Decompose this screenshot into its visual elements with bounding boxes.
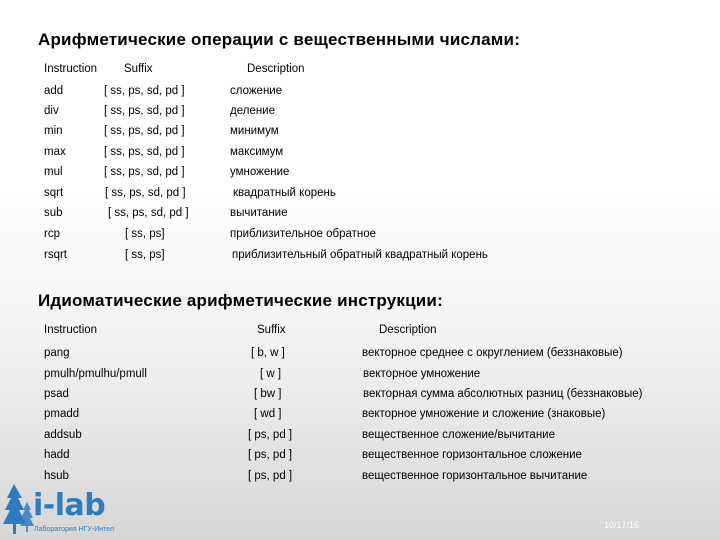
section1-header-suffix: Suffix (124, 63, 153, 75)
instruction-cell: rcp (44, 228, 60, 240)
instruction-cell: max (44, 146, 66, 158)
description-cell: максимум (230, 146, 284, 158)
description-cell: приблизительный обратный квадратный корень (232, 249, 488, 261)
instruction-cell: add (44, 85, 64, 97)
instruction-cell: pmulh/pmulhu/pmull (44, 368, 147, 380)
description-cell: вычитание (230, 207, 288, 219)
logo-subtitle: Лаборатория НГУ-Интел (34, 526, 114, 533)
suffix-cell: [ w ] (260, 368, 282, 380)
instruction-cell: min (44, 125, 63, 137)
instruction-cell: psad (44, 388, 69, 400)
suffix-cell: [ ps, pd ] (248, 470, 293, 482)
suffix-cell: [ ss, ps, sd, pd ] (104, 85, 185, 97)
section2-header-description: Description (379, 324, 437, 336)
suffix-cell: [ ss, ps] (125, 249, 165, 261)
section2-header-suffix: Suffix (257, 324, 286, 336)
suffix-cell: [ ss, ps, sd, pd ] (104, 166, 185, 178)
section2-title: Идиоматические арифметические инструкции: (38, 291, 443, 310)
instruction-cell: pang (44, 347, 70, 359)
suffix-cell: [ ss, ps, sd, pd ] (104, 146, 185, 158)
description-cell: умножение (230, 166, 290, 178)
description-cell: векторная сумма абсолютных разниц (беззнаковые) (363, 388, 643, 400)
instruction-cell: rsqrt (44, 249, 67, 261)
suffix-cell: [ ps, pd ] (248, 449, 293, 461)
description-cell: векторное умножение (363, 368, 481, 380)
instruction-cell: mul (44, 166, 63, 178)
instruction-cell: pmadd (44, 408, 80, 420)
description-cell: деление (230, 105, 276, 117)
description-cell: квадратный корень (233, 187, 336, 199)
instruction-cell: div (44, 105, 59, 117)
suffix-cell: [ ss, ps, sd, pd ] (108, 207, 189, 219)
description-cell: сложение (230, 85, 283, 97)
instruction-cell: hadd (44, 449, 70, 461)
slide-date: 10/17/16 (604, 520, 640, 530)
description-cell: минимум (230, 125, 279, 137)
suffix-cell: [ ss, ps] (125, 228, 165, 240)
suffix-cell: [ b, w ] (251, 347, 285, 359)
description-cell: вещественное горизонтальное вычитание (362, 470, 588, 482)
logo-text: i-lab (33, 488, 106, 523)
suffix-cell: [ bw ] (254, 388, 282, 400)
description-cell: приблизительное обратное (230, 228, 377, 240)
description-cell: вещественное горизонтальное сложение (362, 449, 582, 461)
suffix-cell: [ ss, ps, sd, pd ] (104, 105, 185, 117)
description-cell: вещественное сложение/вычитание (362, 429, 555, 441)
section1-title: Арифметические операции с вещественными числами: (38, 30, 521, 49)
instruction-cell: addsub (44, 429, 82, 441)
description-cell: векторное умножение и сложение (знаковые) (362, 408, 606, 420)
suffix-cell: [ ss, ps, sd, pd ] (105, 187, 186, 199)
instruction-cell: sqrt (44, 187, 64, 199)
instruction-cell: sub (44, 207, 63, 219)
description-cell: векторное среднее с округлением (беззнаковые) (362, 347, 623, 359)
instruction-cell: hsub (44, 470, 69, 482)
section2-header-instruction: Instruction (44, 324, 98, 336)
section1-header-description: Description (247, 63, 305, 75)
suffix-cell: [ ps, pd ] (248, 429, 293, 441)
suffix-cell: [ ss, ps, sd, pd ] (104, 125, 185, 137)
section1-header-instruction: Instruction (44, 63, 98, 75)
suffix-cell: [ wd ] (254, 408, 282, 420)
